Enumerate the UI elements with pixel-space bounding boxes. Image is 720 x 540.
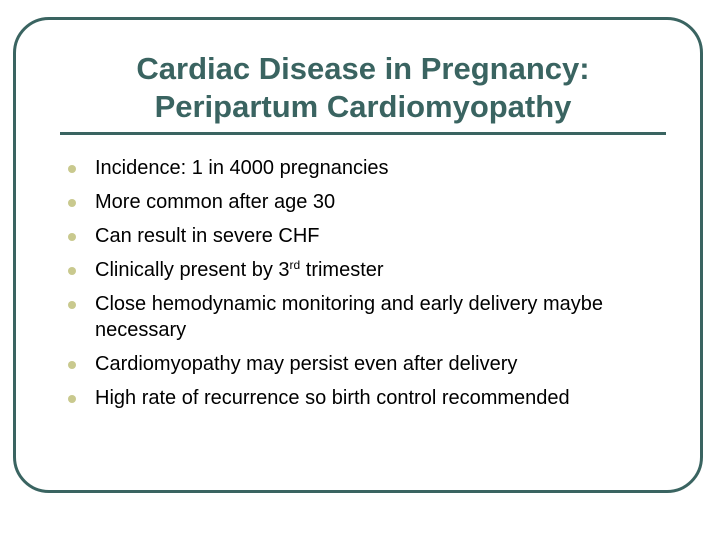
- bullet-text-end: trimester: [300, 259, 384, 281]
- bullet-dot-icon: [68, 233, 76, 241]
- bullet-dot-icon: [68, 199, 76, 207]
- bullet-text: High rate of recurrence so birth control recommended: [95, 387, 570, 409]
- bullet-item: [68, 189, 648, 215]
- bullet-dot-icon: [68, 301, 76, 309]
- bullet-dot-icon: [68, 361, 76, 369]
- title-divider: [60, 132, 666, 135]
- bullet-item: [68, 385, 648, 411]
- bullet-text: Incidence: 1 in 4000 pregnancies: [95, 157, 389, 179]
- bullet-text: Close hemodynamic monitoring and early delivery maybe necessary: [95, 293, 604, 341]
- bullet-item: [68, 291, 648, 343]
- bullet-item: [68, 223, 648, 249]
- title-line-1: Cardiac Disease in Pregnancy:: [136, 51, 590, 86]
- bullet-text: Can result in severe CHF: [95, 225, 320, 247]
- bullet-text: [95, 259, 384, 281]
- ordinal-superscript: rd: [289, 258, 301, 272]
- bullet-text: More common after age 30: [95, 191, 336, 213]
- bullet-item: [68, 257, 648, 283]
- bullet-item: [68, 155, 648, 181]
- bullet-text: Cardiomyopathy may persist even after delivery: [95, 353, 518, 375]
- title-line-2: Peripartum Cardiomyopathy: [154, 89, 572, 124]
- bullet-dot-icon: [68, 395, 76, 403]
- bullet-text-start: Clinically present by 3: [95, 259, 290, 281]
- bullet-dot-icon: [68, 165, 76, 173]
- bullet-dot-icon: [68, 267, 76, 275]
- bullet-item: [68, 351, 648, 377]
- slide-title: [60, 50, 666, 126]
- bullet-list: [68, 155, 648, 419]
